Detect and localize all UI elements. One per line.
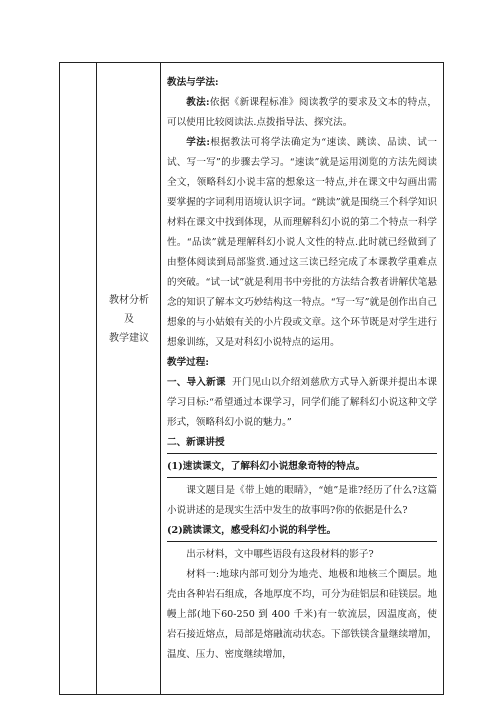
teaching-method-text: 依据《新课程标准》阅读教学的要求及文本的特点，可以使用比较阅读法.点拨指导法、探究法。	[167, 97, 437, 128]
category-label-line-3: 教学建议	[109, 333, 149, 344]
process-title: 教学过程:	[167, 357, 209, 368]
material1-text: 材料一:地球内部可划分为地壳、地极和地核三个圈层。地壳由各种岩石组成，各地厚度不均，可分为硅铝层和硅镁层。地幔上部(地下60-250 到 400 千米)有一软流层，因温度高，使岩石接近熔点，局部是熔融流动状态。下部铁镁含量继续增加，温度、压力、密度继续增加，	[167, 569, 437, 660]
table-content-cell	[161, 63, 443, 694]
step1-title: 一、导入新课	[167, 377, 226, 388]
learning-method-paragraph	[167, 133, 437, 353]
table-column-category	[97, 63, 161, 694]
step1-paragraph	[167, 373, 437, 433]
subsection1-text: 课文题目是《带上她的眼睛》，“她”是谁?经历了什么?这篇小说讲述的是现实生活中发生的故事吗?你的依据是什么?	[167, 485, 437, 516]
learning-method-text: 根据教法可将学法确定为“速读、跳读、品读、试一试、写一写”的步骤去学习。“速读”就是运用浏览的方法先阅读全文，领略科幻小说丰富的想象这一特点,并在课文中勾画出需要掌握的字词利用语境认识字词。“跳读”就是围绕三个科学知识材料在课文中找到体现，从而理解科幻小说的第二个特点一科学性。“品读”就是理解科幻小说人文性的特点.此时就已经做到了由整体阅读到局部鉴赏.通过这三读已经完成了本课教学重难点的突破。“试一试”就是利用书中旁批的方法结合教者讲解伏笔悬念的知识了解本文巧妙结构这一特点。“写一写”就是创作出自己想象的与小姑娘有关的小片段或文章。这个环节既是对学生进行想象训练，又是对科幻小说特点的运用。	[167, 137, 437, 348]
category-label-line-1: 教材分析	[109, 295, 149, 306]
subsection2-intro: 出示材料，文中哪些语段有这段材料的影子?	[186, 549, 374, 560]
teaching-method-paragraph	[167, 93, 437, 133]
subsection2-title: (2)跳读课文，感受科幻小说的科学性。	[167, 521, 437, 542]
step2-title: 二、新课讲授	[167, 433, 437, 454]
section-methods-title: 教法与学法:	[167, 77, 219, 88]
learning-method-label: 学法:	[186, 137, 210, 148]
step1-text: 开门见山以介绍刘慈欣方式导入新课并提出本课学习目标:“希望通过本课学习，同学们能了解科幻小说这种文学形式，领略科幻小说的魅力。”	[167, 377, 438, 428]
lesson-plan-table	[59, 62, 444, 695]
category-label-line-2: 及	[124, 314, 134, 325]
category-label	[97, 291, 161, 348]
teaching-method-label: 教法:	[186, 97, 210, 108]
table-column-blank	[60, 63, 97, 694]
subsection1-title: (1)速读课文，了解科幻小说想象奇特的特点。	[167, 457, 437, 478]
